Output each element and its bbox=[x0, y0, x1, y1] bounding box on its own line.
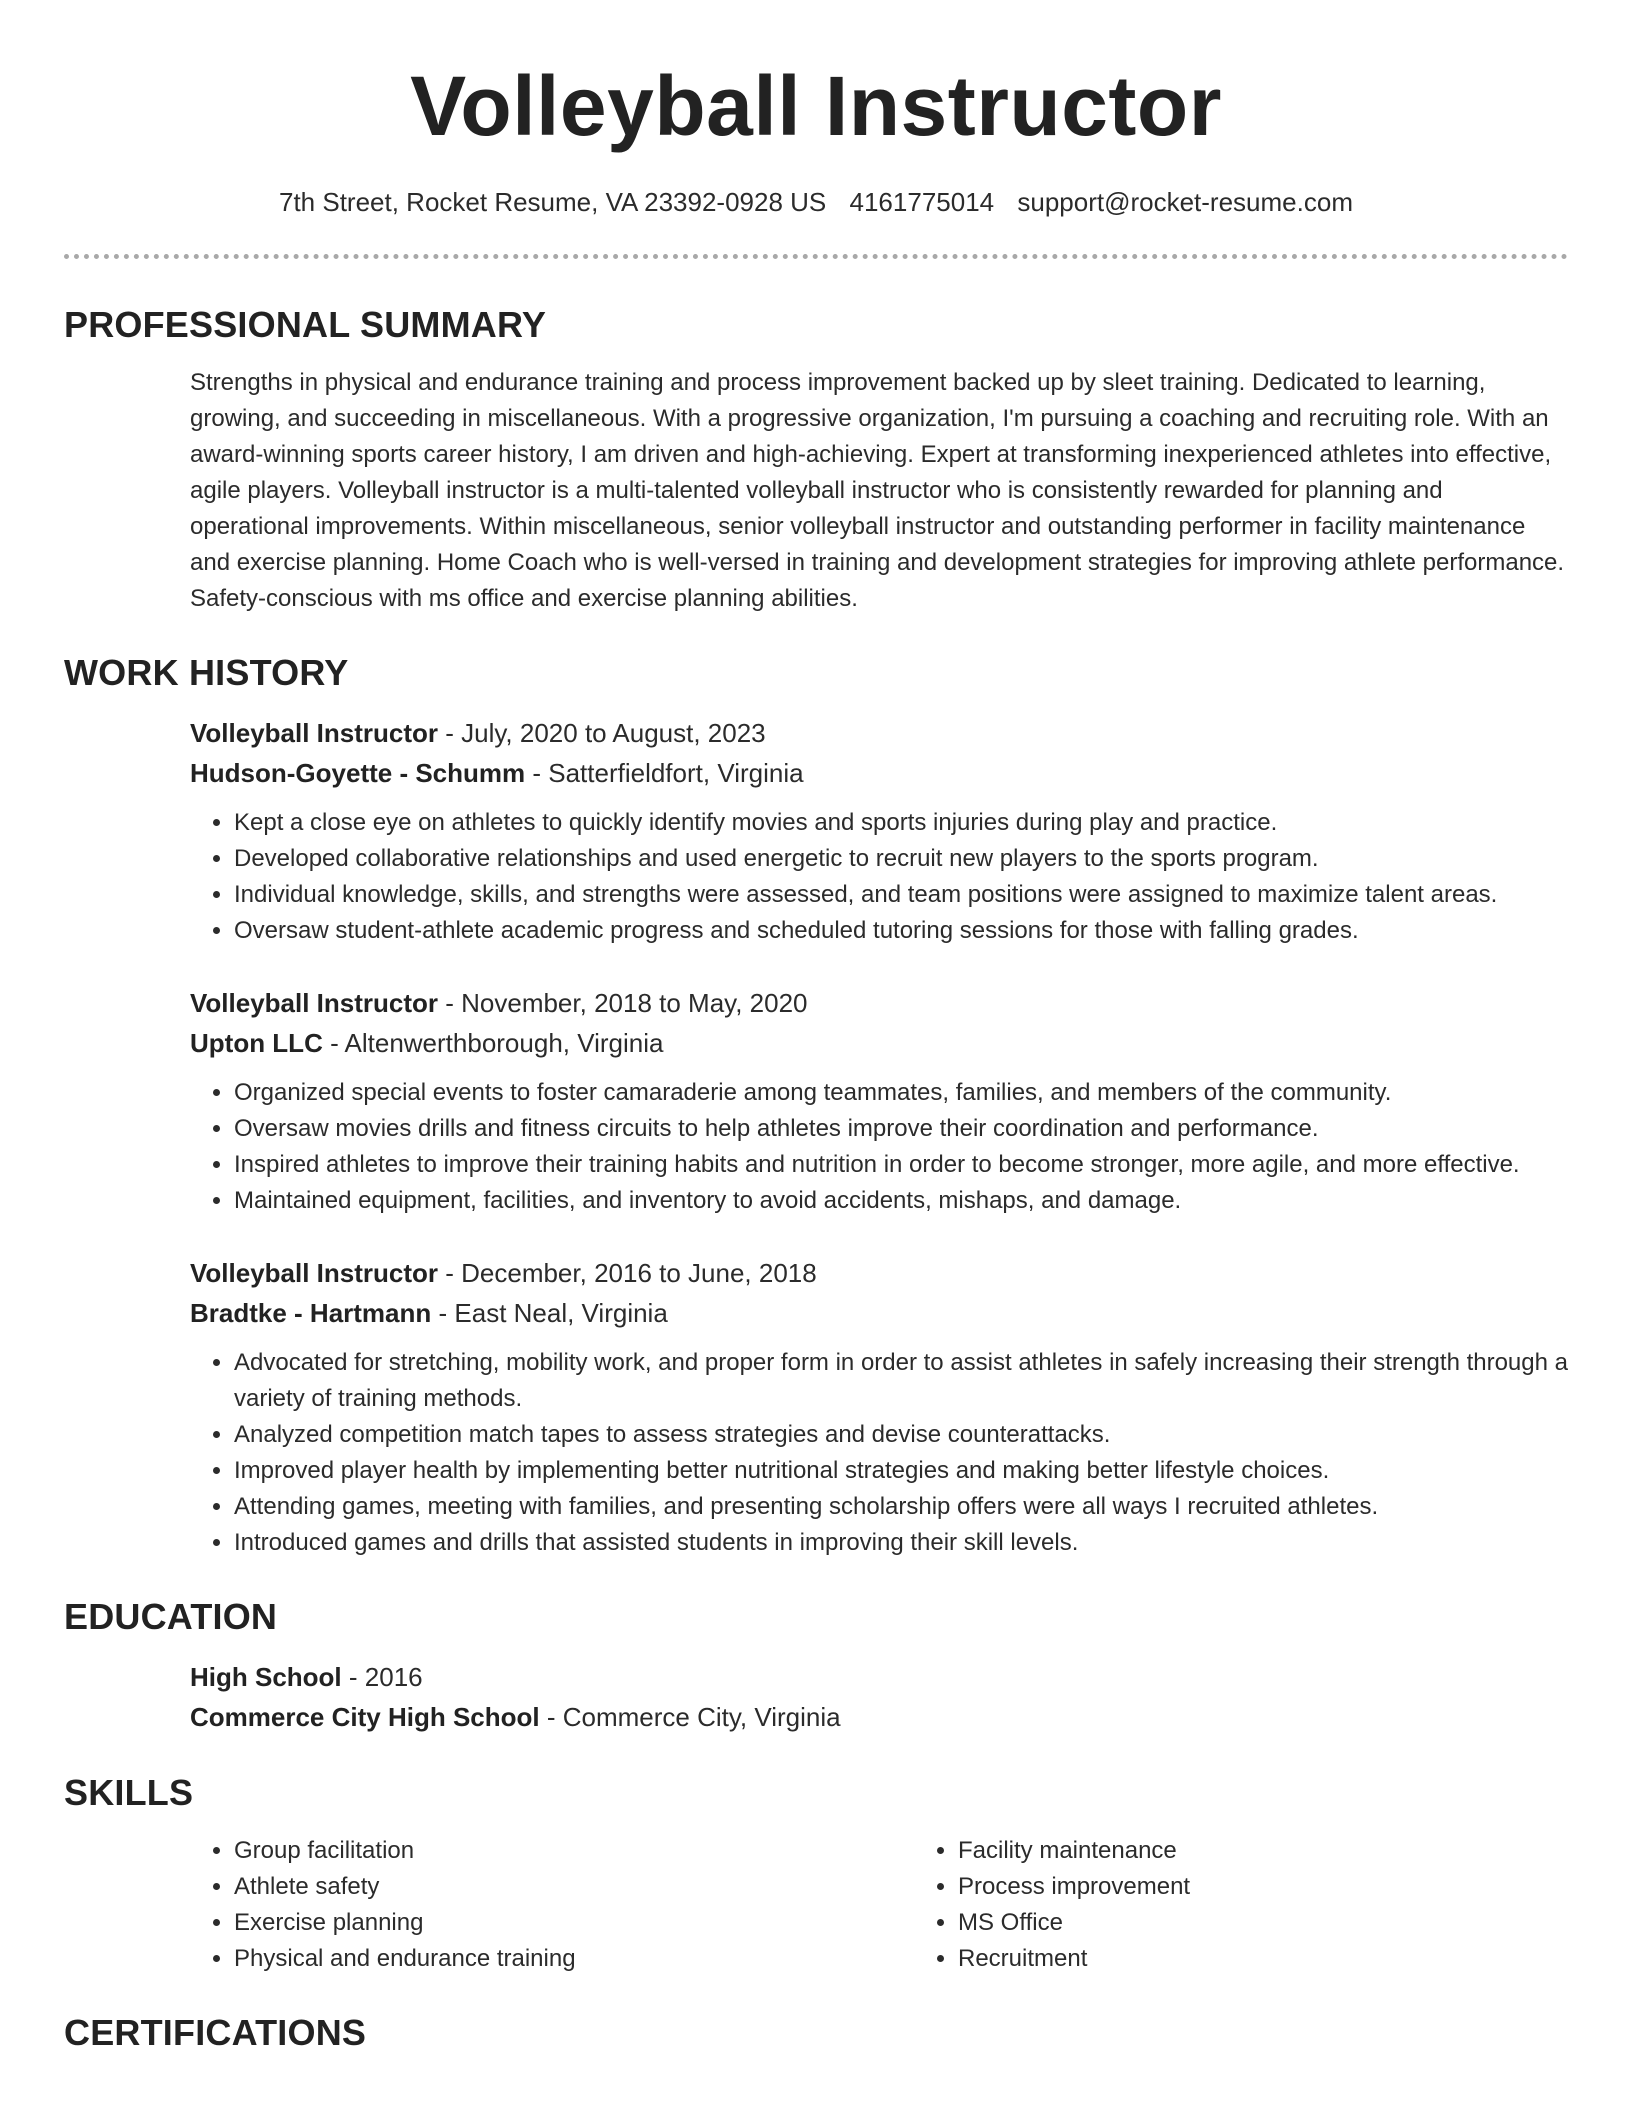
summary-text: Strengths in physical and endurance training and process improvement backed up by sleet training. Dedicated to learning, growing, and succeeding in miscellaneous. With a progressive organization, I'm pursuing a coaching and recruiting role. With an award-winning sports career history, I am driven and high-achieving. Expert at transforming inexperienced athletes into effective, agile players. Volleyball instructor is a multi-talented volleyball instructor who is consistently rewarded for planning and operational improvements. Within miscellaneous, senior volleyball instructor and outstanding performer in facility maintenance and exercise planning. Home Coach who is well-versed in training and development strategies for improving athlete performance. Safety-conscious with ms office and exercise planning abilities. bbox=[190, 369, 1565, 612]
job-location: - Satterfieldfort, Virginia bbox=[525, 758, 804, 788]
skill-item: • Facility maintenance bbox=[958, 1833, 1558, 1869]
skills-column-right bbox=[914, 1833, 1558, 1977]
job-location: - Altenwerthborough, Virginia bbox=[322, 1028, 664, 1058]
skill-item: • Process improvement bbox=[958, 1869, 1558, 1905]
job-company-line bbox=[190, 1023, 1568, 1063]
job-bullets bbox=[190, 1345, 1568, 1561]
job-bullets bbox=[190, 805, 1568, 949]
skill-item: • Physical and endurance training bbox=[234, 1941, 914, 1977]
school-location: - Commerce City, Virginia bbox=[539, 1702, 841, 1732]
list-item: • Kept a close eye on athletes to quickly identify movies and sports injuries during play and practice. bbox=[234, 805, 1568, 841]
summary-heading: PROFESSIONAL SUMMARY bbox=[64, 304, 547, 345]
contact-line bbox=[64, 184, 1568, 220]
degree-line bbox=[190, 1657, 1568, 1697]
job-entry bbox=[190, 713, 1568, 949]
job-dates: - December, 2016 to June, 2018 bbox=[438, 1258, 817, 1288]
list-item: • Introduced games and drills that assisted students in improving their skill levels. bbox=[234, 1525, 1568, 1561]
skill-item: • Group facilitation bbox=[234, 1833, 914, 1869]
list-item: • Improved player health by implementing better nutritional strategies and making better lifestyle choices. bbox=[234, 1453, 1568, 1489]
skills-heading: SKILLS bbox=[64, 1772, 194, 1813]
job-location: - East Neal, Virginia bbox=[431, 1298, 668, 1328]
email-text: support@rocket-resume.com bbox=[1017, 187, 1353, 217]
job-company-line bbox=[190, 1293, 1568, 1333]
job-company-line bbox=[190, 753, 1568, 793]
list-item: • Individual knowledge, skills, and strengths were assessed, and team positions were assigned to maximize talent areas. bbox=[234, 877, 1568, 913]
work-history-heading: WORK HISTORY bbox=[64, 652, 349, 693]
header-divider bbox=[64, 254, 1568, 259]
job-bullets bbox=[190, 1075, 1568, 1219]
job-dates: - July, 2020 to August, 2023 bbox=[438, 718, 766, 748]
skill-item: • MS Office bbox=[958, 1905, 1558, 1941]
phone-text: 4161775014 bbox=[849, 187, 995, 217]
resume-page bbox=[64, 0, 1568, 2055]
certifications-heading: CERTIFICATIONS bbox=[64, 2012, 367, 2053]
list-item: • Attending games, meeting with families, and presenting scholarship offers were all ways I recruited athletes. bbox=[234, 1489, 1568, 1525]
job-title-line bbox=[190, 713, 1568, 753]
skill-item: • Athlete safety bbox=[234, 1869, 914, 1905]
skills-column-left bbox=[190, 1833, 914, 1977]
job-entry bbox=[190, 983, 1568, 1219]
list-item: • Advocated for stretching, mobility work, and proper form in order to assist athletes in safely increasing their strength through a variety of training methods. bbox=[234, 1345, 1568, 1417]
skills-list bbox=[190, 1833, 1568, 1977]
degree-year: - 2016 bbox=[341, 1662, 423, 1692]
list-item: • Inspired athletes to improve their training habits and nutrition in order to become stronger, more agile, and more effective. bbox=[234, 1147, 1568, 1183]
school-line bbox=[190, 1697, 1568, 1737]
list-item: • Analyzed competition match tapes to assess strategies and devise counterattacks. bbox=[234, 1417, 1568, 1453]
list-item: • Oversaw movies drills and fitness circuits to help athletes improve their coordination and performance. bbox=[234, 1111, 1568, 1147]
list-item: • Oversaw student-athlete academic progress and scheduled tutoring sessions for those with falling grades. bbox=[234, 913, 1568, 949]
education-entry bbox=[190, 1657, 1568, 1737]
job-entry bbox=[190, 1253, 1568, 1561]
job-title: Volleyball Instructor bbox=[190, 718, 439, 748]
education-heading: EDUCATION bbox=[64, 1596, 278, 1637]
job-title-line bbox=[190, 983, 1568, 1023]
address-text: 7th Street, Rocket Resume, VA 23392-0928 US bbox=[279, 187, 827, 217]
job-title: Volleyball Instructor bbox=[190, 988, 439, 1018]
job-title: Volleyball Instructor bbox=[190, 1258, 439, 1288]
job-title-line bbox=[190, 1253, 1568, 1293]
degree: High School bbox=[190, 1662, 342, 1692]
candidate-name: Volleyball Instructor bbox=[410, 59, 1222, 153]
school-name: Commerce City High School bbox=[190, 1702, 540, 1732]
list-item: • Organized special events to foster camaraderie among teammates, families, and members of the community. bbox=[234, 1075, 1568, 1111]
job-company: Hudson-Goyette - Schumm bbox=[190, 758, 526, 788]
list-item: • Maintained equipment, facilities, and inventory to avoid accidents, mishaps, and damage. bbox=[234, 1183, 1568, 1219]
skill-item: • Recruitment bbox=[958, 1941, 1558, 1977]
list-item: • Developed collaborative relationships and used energetic to recruit new players to the sports program. bbox=[234, 841, 1568, 877]
skill-item: • Exercise planning bbox=[234, 1905, 914, 1941]
job-company: Bradtke - Hartmann bbox=[190, 1298, 432, 1328]
job-dates: - November, 2018 to May, 2020 bbox=[438, 988, 808, 1018]
job-company: Upton LLC bbox=[190, 1028, 323, 1058]
